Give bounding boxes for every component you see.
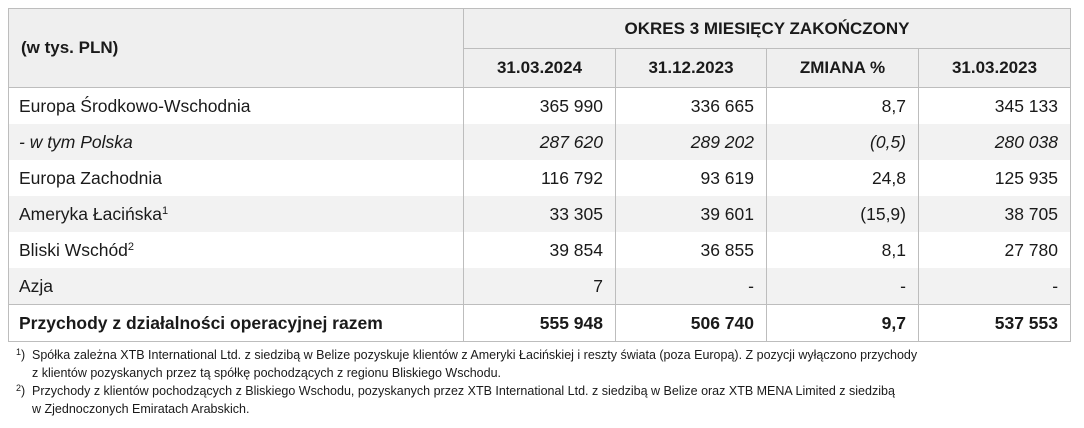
table-row: [9, 88, 1071, 125]
footnote-marker: $^2$): [16, 383, 26, 398]
total-value: 537 553: [919, 305, 1071, 342]
row-label: Bliski Wschód$^2$: [9, 232, 464, 268]
total-row: [9, 305, 1071, 342]
revenue-by-region-table: [8, 8, 1071, 342]
footnote-text-line: Spółka zależna XTB International Ltd. z siedzibą w Belize pozyskuje klientów z Ameryki Łacińskiej i reszty świata (poza Europą). Z pozycji wyłączono przychody: [32, 348, 918, 362]
footnote-text-line: z klientów pozyskanych przez tą spółkę pochodzących z regionu Bliskiego Wschodu.: [32, 366, 501, 380]
cell-value: 280 038: [919, 124, 1071, 160]
cell-value: 336 665: [616, 88, 767, 125]
footnote-marker: $^1$): [16, 347, 26, 362]
cell-value: 39 854: [464, 232, 616, 268]
cell-value: 116 792: [464, 160, 616, 196]
cell-value: (0,5): [767, 124, 919, 160]
table-body: [9, 88, 1071, 342]
cell-value: 8,1: [767, 232, 919, 268]
cell-value: (15,9): [767, 196, 919, 232]
footnote: [16, 382, 1066, 418]
cell-value: 345 133: [919, 88, 1071, 125]
column-header: 31.03.2024: [464, 49, 616, 88]
cell-value: 27 780: [919, 232, 1071, 268]
row-label: Europa Środkowo-Wschodnia: [9, 88, 464, 125]
total-value: 9,7: [767, 305, 919, 342]
cell-value: 39 601: [616, 196, 767, 232]
cell-value: 287 620: [464, 124, 616, 160]
table-header: [9, 9, 1071, 88]
cell-value: -: [616, 268, 767, 305]
footnotes: [16, 346, 1066, 418]
unit-label: (w tys. PLN): [9, 9, 464, 88]
table-row: [9, 160, 1071, 196]
cell-value: 33 305: [464, 196, 616, 232]
table-row: [9, 268, 1071, 305]
row-label: Europa Zachodnia: [9, 160, 464, 196]
row-label: Ameryka Łacińska$^1$: [9, 196, 464, 232]
cell-value: 289 202: [616, 124, 767, 160]
footnote-text-line: w Zjednoczonych Emiratach Arabskich.: [32, 402, 250, 416]
table-row: [9, 232, 1071, 268]
cell-value: 38 705: [919, 196, 1071, 232]
cell-value: 93 619: [616, 160, 767, 196]
cell-value: 365 990: [464, 88, 616, 125]
cell-value: 7: [464, 268, 616, 305]
cell-value: -: [767, 268, 919, 305]
total-value: 506 740: [616, 305, 767, 342]
table-row: [9, 124, 1071, 160]
footnote-ref: 1: [161, 204, 169, 217]
table-row: [9, 196, 1071, 232]
total-label: Przychody z działalności operacyjnej razem: [9, 305, 464, 342]
footnote-ref: 2: [127, 240, 135, 253]
column-header: 31.12.2023: [616, 49, 767, 88]
column-header: ZMIANA %: [767, 49, 919, 88]
cell-value: 24,8: [767, 160, 919, 196]
footnote: [16, 346, 1066, 382]
total-value: 555 948: [464, 305, 616, 342]
column-header: 31.03.2023: [919, 49, 1071, 88]
footnote-text-line: Przychody z klientów pochodzących z Bliskiego Wschodu, pozyskanych przez XTB International Ltd. z siedzibą w Belize oraz XTB MENA Limited z siedzibą: [32, 384, 895, 398]
row-label: Azja: [9, 268, 464, 305]
cell-value: 36 855: [616, 232, 767, 268]
cell-value: 8,7: [767, 88, 919, 125]
cell-value: -: [919, 268, 1071, 305]
cell-value: 125 935: [919, 160, 1071, 196]
period-header: OKRES 3 MIESIĘCY ZAKOŃCZONY: [464, 9, 1071, 49]
row-label: - w tym Polska: [9, 124, 464, 160]
